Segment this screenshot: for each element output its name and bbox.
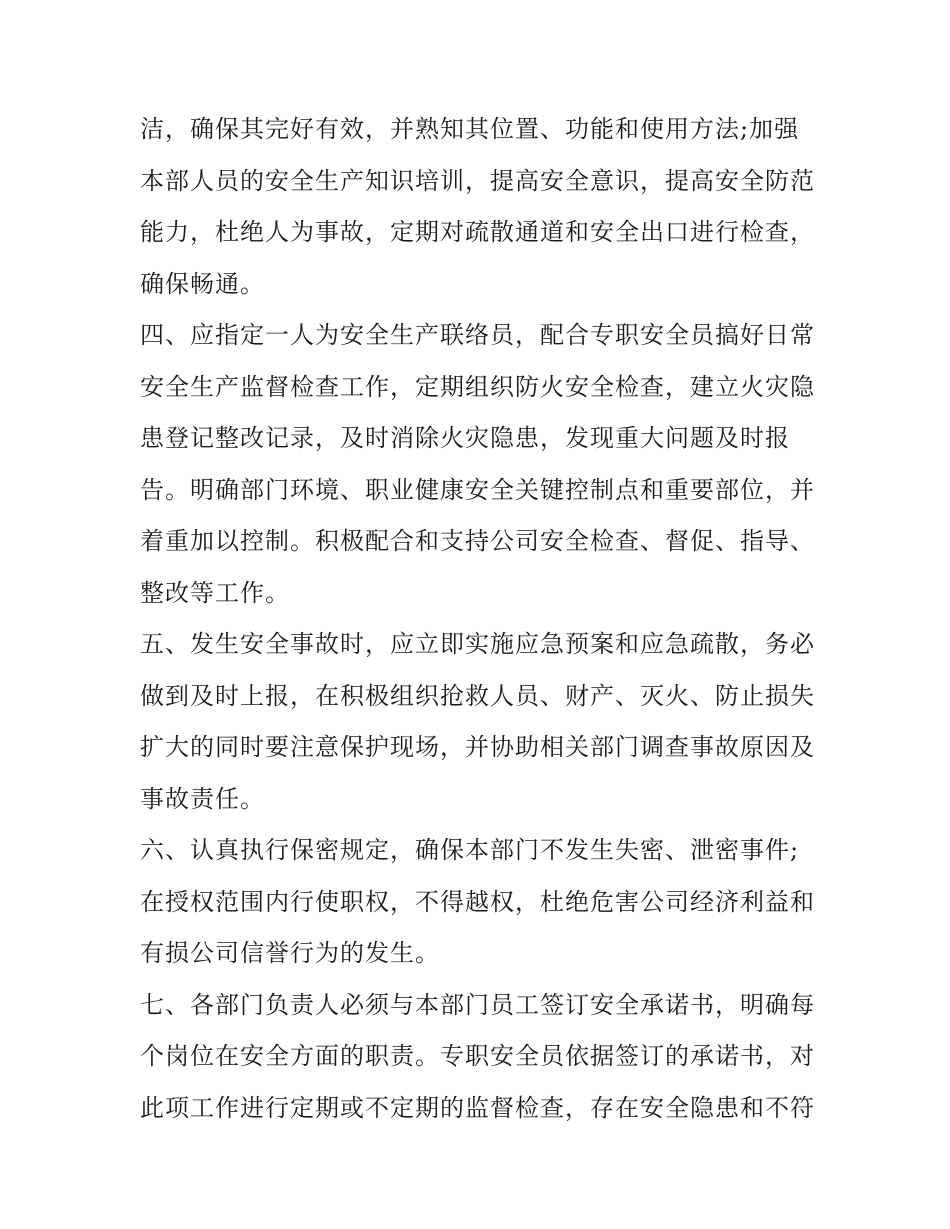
section-five-heading-line: 五、发生安全事故时，应立即实施应急预案和应急疏散，务必	[140, 630, 815, 658]
text-line: 告。明确部门环境、职业健康安全关键控制点和重要部位，并	[140, 475, 815, 504]
text-line: 确保畅通。	[140, 269, 265, 298]
section-four-heading-line: 四、应指定一人为安全生产联络员，配合专职安全员搞好日常	[140, 321, 815, 349]
document-body	[140, 104, 820, 1134]
text-line: 安全生产监督检查工作，定期组织防火安全检查，建立火灾隐	[140, 372, 815, 401]
text-line: 整改等工作。	[140, 578, 290, 607]
text-line: 有损公司信誉行为的发生。	[140, 939, 440, 967]
section-six-heading-line: 六、认真执行保密规定，确保本部门不发生失密、泄密事件;	[140, 836, 800, 864]
section-seven-heading-line: 七、各部门负责人必须与本部门员工签订安全承诺书，明确每	[140, 990, 815, 1019]
text-line: 患登记整改记录，及时消除火灾隐患，发现重大问题及时报	[140, 424, 790, 452]
text-line: 能力，杜绝人为事故，定期对疏散通道和安全出口进行检查，	[140, 218, 815, 246]
text-line: 扩大的同时要注意保护现场，并协助相关部门调查事故原因及	[140, 733, 815, 761]
text-line: 做到及时上报，在积极组织抢救人员、财产、灭火、防止损失	[140, 681, 815, 710]
text-line: 洁，确保其完好有效，并熟知其位置、功能和使用方法;加强	[140, 115, 800, 143]
text-line: 此项工作进行定期或不定期的监督检查，存在安全隐患和不符	[140, 1093, 815, 1122]
text-line: 本部人员的安全生产知识培训，提高安全意识，提高安全防范	[140, 166, 815, 195]
text-line: 在授权范围内行使职权，不得越权，杜绝危害公司经济利益和	[140, 887, 815, 916]
text-line: 个岗位在安全方面的职责。专职安全员依据签订的承诺书，对	[140, 1042, 815, 1070]
text-line: 事故责任。	[140, 784, 265, 813]
text-line: 着重加以控制。积极配合和支持公司安全检查、督促、指导、	[140, 527, 815, 555]
